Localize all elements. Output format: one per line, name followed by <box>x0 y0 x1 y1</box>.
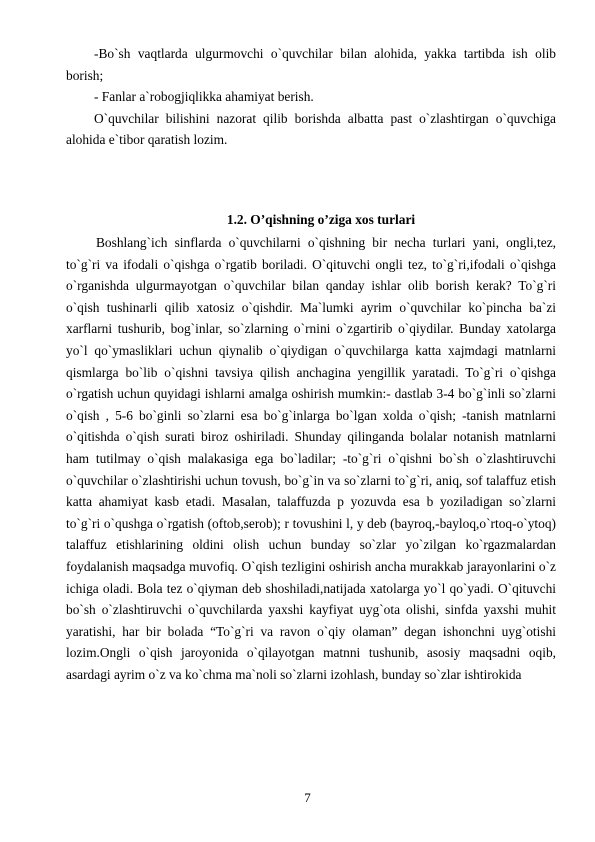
section-body-paragraph: Boshlang`ich sinflarda o`quvchilarni o`qishning bir necha turlari yani, ongli,tez, to`g`ri va ifodali o`qishga o`rgatib boriladi. O`qituvchi ongli tez, to`g`ri,ifodali o`qishga o`rganishda ulgurmayotgan o`quvchilar bilan qanday ishlar olib borish kerak? To`g`ri o`qish tushinarli qilib xatosiz o`qishdir. Ma`lumki ayrim o`quvchilar ko`pincha ba`zi xarflarni tushurib, bog`inlar, so`zlarning o`rnini o`zgartirib o`qiydilar. Bunday xatolarga yo`l qo`ymasliklari uchun qiynalib o`qiydigan o`quvchilarga katta xajmdagi matnlarni qismlarga bo`lib o`qishni tavsiya qilish anchagina yengillik yaratadi. To`g`ri o`qishga o`rgatish uchun quyidagi ishlarni amalga oshirish mumkin:- dastlab 3-4 bo`g`inli so`zlarni o`qish , 5-6 bo`ginli so`zlarni esa bo`g`inlarga bo`lgan xolda o`qish; -tanish matnlarni o`qitishda o`qish surati biroz oshiriladi. Shunday qilinganda bolalar notanish matnlarni ham tutilmay o`qish malakasiga ega bo`ladilar; -to`g`ri o`qishni bo`sh o`zlashtiruvchi o`quvchilar o`zlashtirishi uchun tovush, bo`g`in va so`zlarni to`g`ri, aniq, sof talaffuz etish katta ahamiyat kasb etadi. Masalan, talaffuzda p yozuvda esa b yoziladigan so`zlarni to`g`ri o`qushga o`rgatish (oftob,serob); r tovushini l, y deb (bayroq,-bayloq,o`rtoq-o`ytoq) talaffuz etishlarining oldini olish uchun bunday so`zlar yo`zilgan ko`rgazmalardan foydalanish maqsadga muvofiq. O`qish tezligini oshirish ancha murakkab jarayonlarini o`z ichiga oladi. Bola tez o`qiyman deb shoshiladi,natijada xatolarga yo`l qo`yadi. O`qituvchi bo`sh o`zlashtiruvchi o`quvchilarda yaxshi kayfiyat uyg`ota olishi, sinfda yaxshi muhit yaratishi, har bir bolada “To`g`ri va ravon o`qiy olaman” degan ishonchni uyg`otishi lozim.Ongli o`qish jaroyonida o`qilayotgan matnni tushunib, asosiy maqsadni oqib, asardagi ayrim o`z va ko`chma ma`noli so`zlarni izohlash, bunday so`zlar ishtirokida <box>66 235 556 682</box>
intro-block <box>66 43 556 151</box>
intro-paragraph-1: -Bo`sh vaqtlarda ulgurmovchi o`quvchilar bilan alohida, yakka tartibda ish olib borish; <box>66 46 556 83</box>
intro-paragraph-2: - Fanlar a`robogjiqlikka ahamiyat berish. <box>94 89 314 105</box>
intro-paragraph-3: O`quvchilar bilishini nazorat qilib borishda albatta past o`zlashtirgan o`quvchiga alohida e`tibor qaratish lozim. <box>66 110 556 148</box>
section-body-block <box>66 232 556 685</box>
section-heading: 1.2. O’qishning o’ziga xos turlari <box>226 212 416 227</box>
page-number: 7 <box>304 790 311 805</box>
